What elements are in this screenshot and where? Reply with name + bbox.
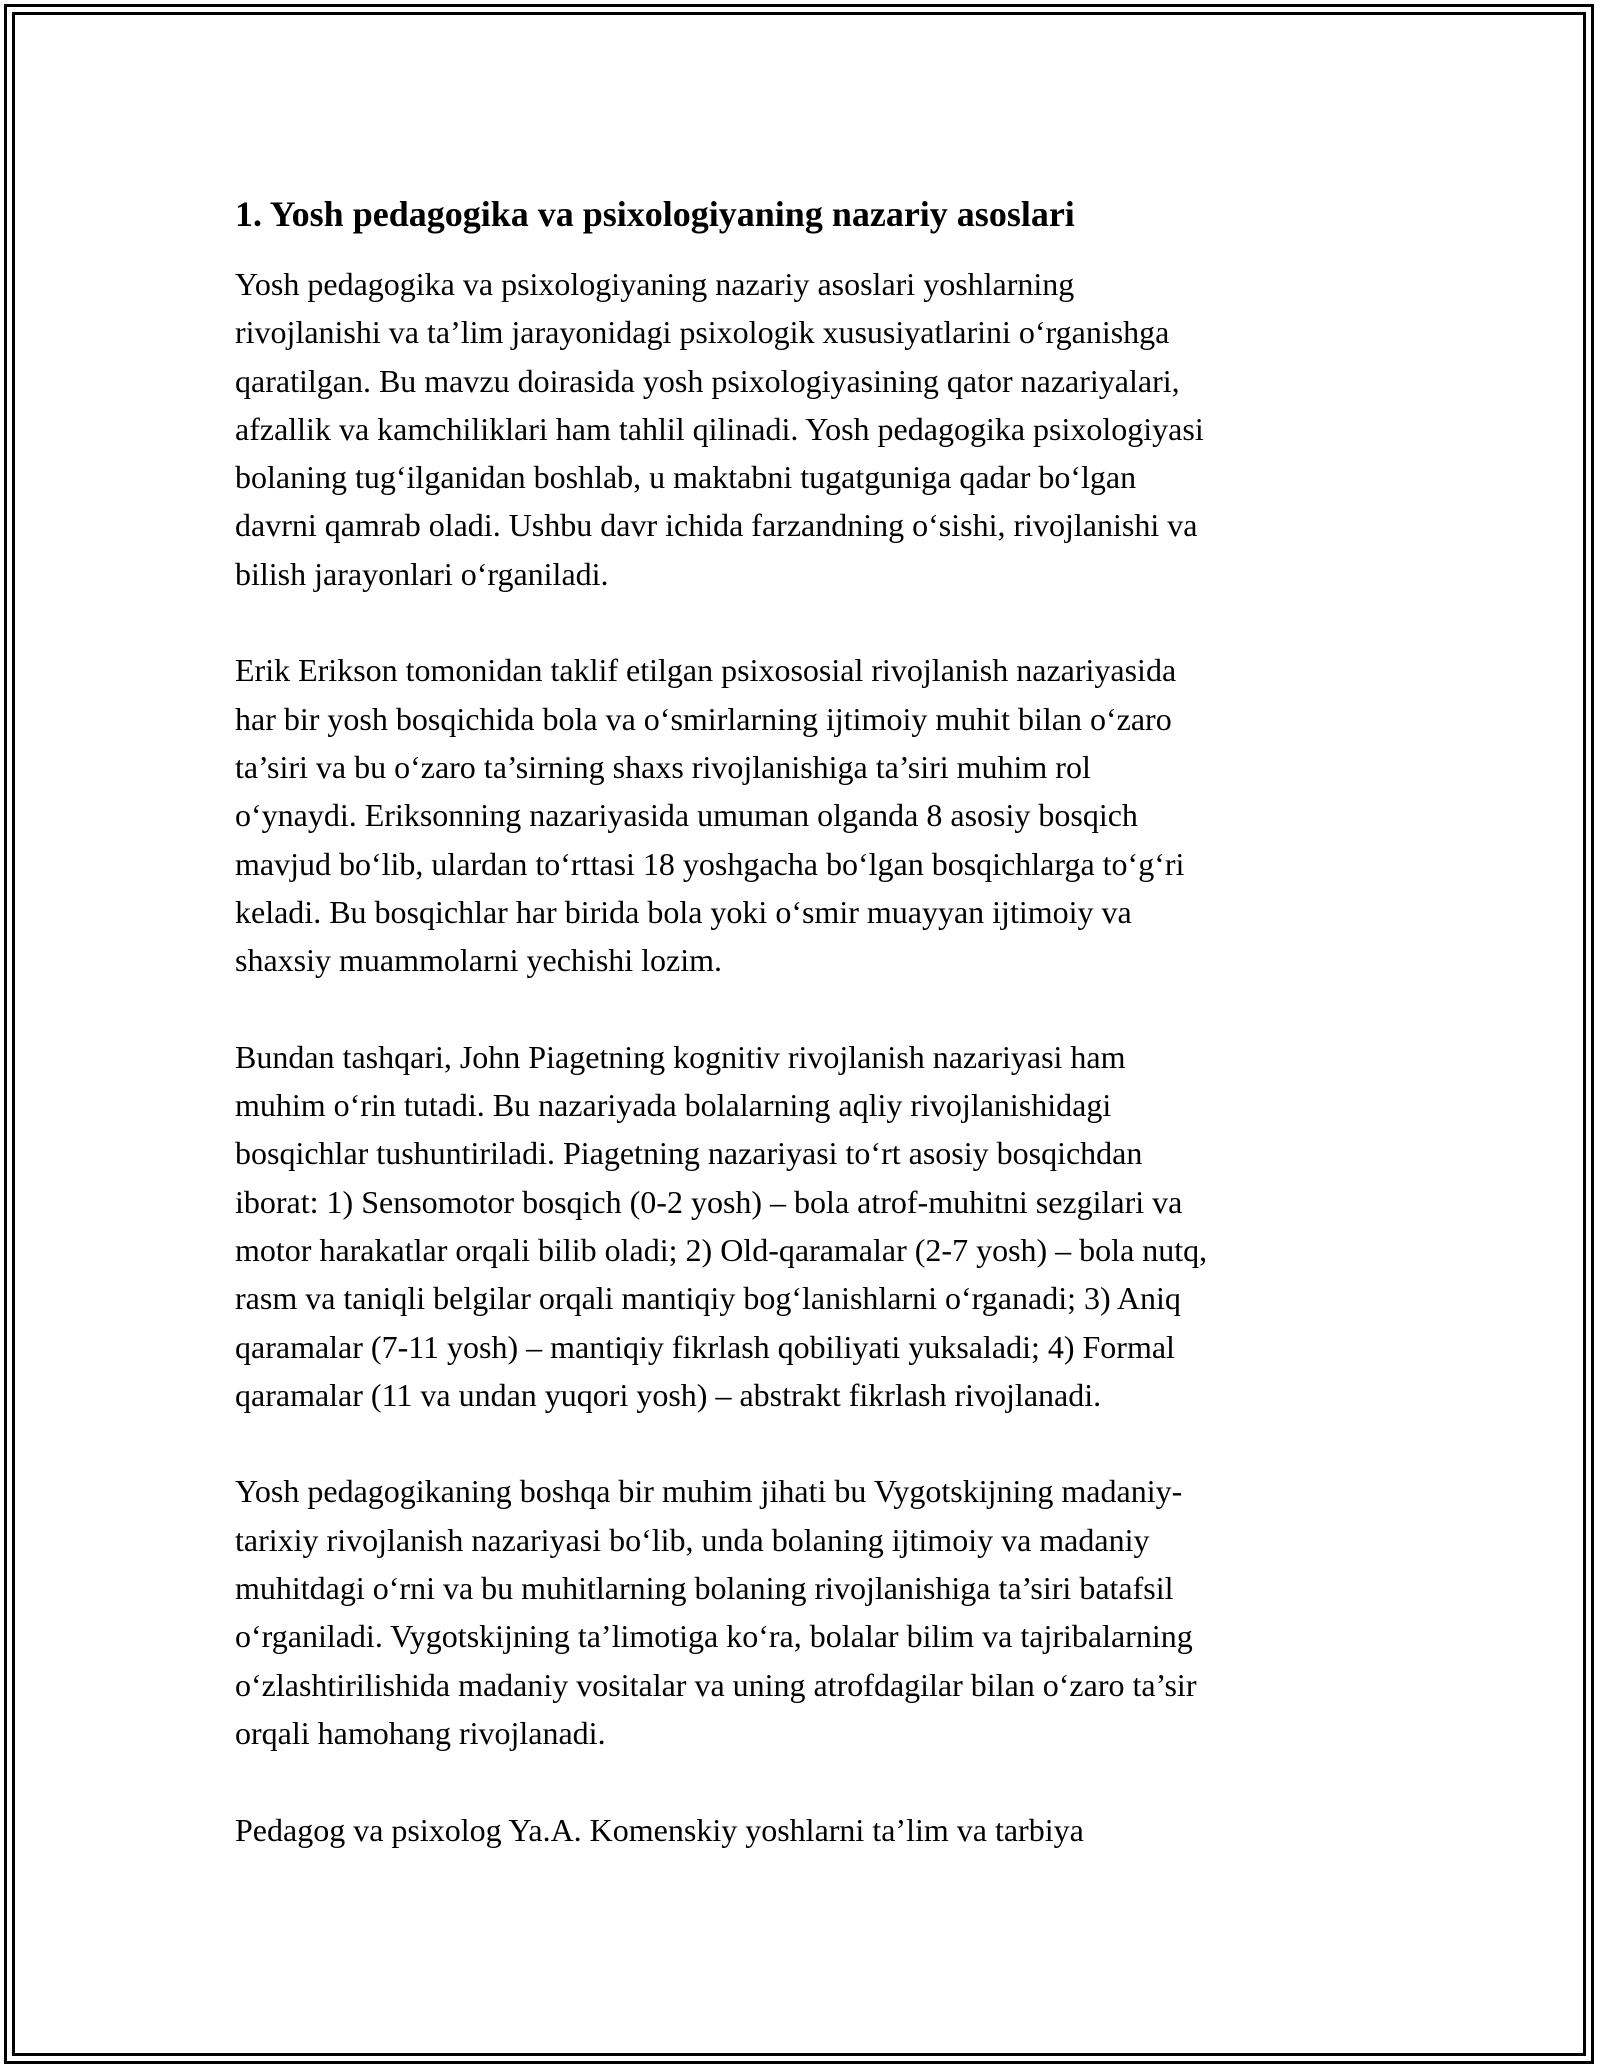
paragraph-line: Yosh pedagogikaning boshqa bir muhim jihati bu Vygotskijning madaniy- xyxy=(235,1473,1183,1510)
section-heading: 1. Yosh pedagogika va psixologiyaning nazariy asoslari xyxy=(235,194,1075,234)
paragraph-line: iborat: 1) Sensomotor bosqich (0-2 yosh) – bola atrof-muhitni sezgilari va xyxy=(235,1183,1183,1220)
paragraph-line: Bundan tashqari, John Piagetning kognitiv rivojlanish nazariyasi ham xyxy=(235,1038,1126,1075)
paragraph-line: mavjud bo‘lib, ulardan to‘rttasi 18 yoshgacha bo‘lgan bosqichlarga to‘g‘ri xyxy=(235,845,1185,882)
paragraph-line: orqali hamohang rivojlanadi. xyxy=(235,1714,606,1751)
paragraph-line: o‘rganiladi. Vygotskijning ta’limotiga ko‘ra, bolalar bilim va tajribalarning xyxy=(235,1618,1193,1655)
paragraph-line: ta’siri va bu o‘zaro ta’sirning shaxs rivojlanishiga ta’siri muhim rol xyxy=(235,748,1091,785)
document-body xyxy=(235,188,1355,1854)
paragraph-line: qaratilgan. Bu mavzu doirasida yosh psixologiyasining qator nazariyalari, xyxy=(235,362,1180,399)
paragraph-line: Erik Erikson tomonidan taklif etilgan psixososial rivojlanish nazariyasida xyxy=(235,652,1177,689)
paragraph-line: bosqichlar tushuntiriladi. Piagetning nazariyasi to‘rt asosiy bosqichdan xyxy=(235,1135,1143,1172)
paragraph-line: shaxsiy muammolarni yechishi lozim. xyxy=(235,942,723,979)
paragraph-piaget xyxy=(235,1033,1355,1419)
paragraph-line: o‘ynaydi. Eriksonning nazariyasida umuman olganda 8 asosiy bosqich xyxy=(235,797,1138,834)
paragraph-line: tarixiy rivojlanish nazariyasi bo‘lib, unda bolaning ijtimoiy va madaniy xyxy=(235,1521,1150,1558)
paragraph-line: davrni qamrab oladi. Ushbu davr ichida farzandning o‘sishi, rivojlanishi va xyxy=(235,507,1198,544)
paragraph-line: qaramalar (7-11 yosh) – mantiqiy fikrlash qobiliyati yuksaladi; 4) Formal xyxy=(235,1328,1175,1365)
paragraph-intro xyxy=(235,260,1355,598)
paragraph-line: keladi. Bu bosqichlar har birida bola yoki o‘smir muayyan ijtimoiy va xyxy=(235,893,1132,930)
paragraph-line: afzallik va kamchiliklari ham tahlil qilinadi. Yosh pedagogika psixologiyasi xyxy=(235,410,1204,447)
paragraph-vygotsky xyxy=(235,1467,1355,1757)
paragraph-line: Yosh pedagogika va psixologiyaning nazariy asoslari yoshlarning xyxy=(235,266,1075,302)
paragraph-erikson xyxy=(235,646,1355,984)
paragraph-line: bolaning tug‘ilganidan boshlab, u maktabni tugatguniga qadar bo‘lgan xyxy=(235,459,1137,496)
paragraph-line: har bir yosh bosqichida bola va o‘smirlarning ijtimoiy muhit bilan o‘zaro xyxy=(235,700,1172,737)
paragraph-line: o‘zlashtirilishida madaniy vositalar va uning atrofdagilar bilan o‘zaro ta’sir xyxy=(235,1666,1197,1703)
paragraph-line: muhim o‘rin tutadi. Bu nazariyada bolalarning aqliy rivojlanishidagi xyxy=(235,1087,1112,1124)
paragraph-line: bilish jarayonlari o‘rganiladi. xyxy=(235,555,609,592)
paragraph-line: muhitdagi o‘rni va bu muhitlarning bolaning rivojlanishiga ta’siri batafsil xyxy=(235,1570,1174,1607)
paragraph-komenskiy xyxy=(235,1806,1355,1854)
paragraph-line: rasm va taniqli belgilar orqali mantiqiy bog‘lanishlarni o‘rganadi; 3) Aniq xyxy=(235,1280,1181,1317)
paragraph-line: qaramalar (11 va undan yuqori yosh) – abstrakt fikrlash rivojlanadi. xyxy=(235,1376,1102,1413)
paragraph-line: rivojlanishi va ta’lim jarayonidagi psixologik xususiyatlarini o‘rganishga xyxy=(235,314,1170,351)
paragraph-line: motor harakatlar orqali bilib oladi; 2) Old-qaramalar (2-7 yosh) – bola nutq, xyxy=(235,1231,1208,1268)
paragraph-line: Pedagog va psixolog Ya.A. Komenskiy yoshlarni ta’lim va tarbiya xyxy=(235,1811,1084,1848)
